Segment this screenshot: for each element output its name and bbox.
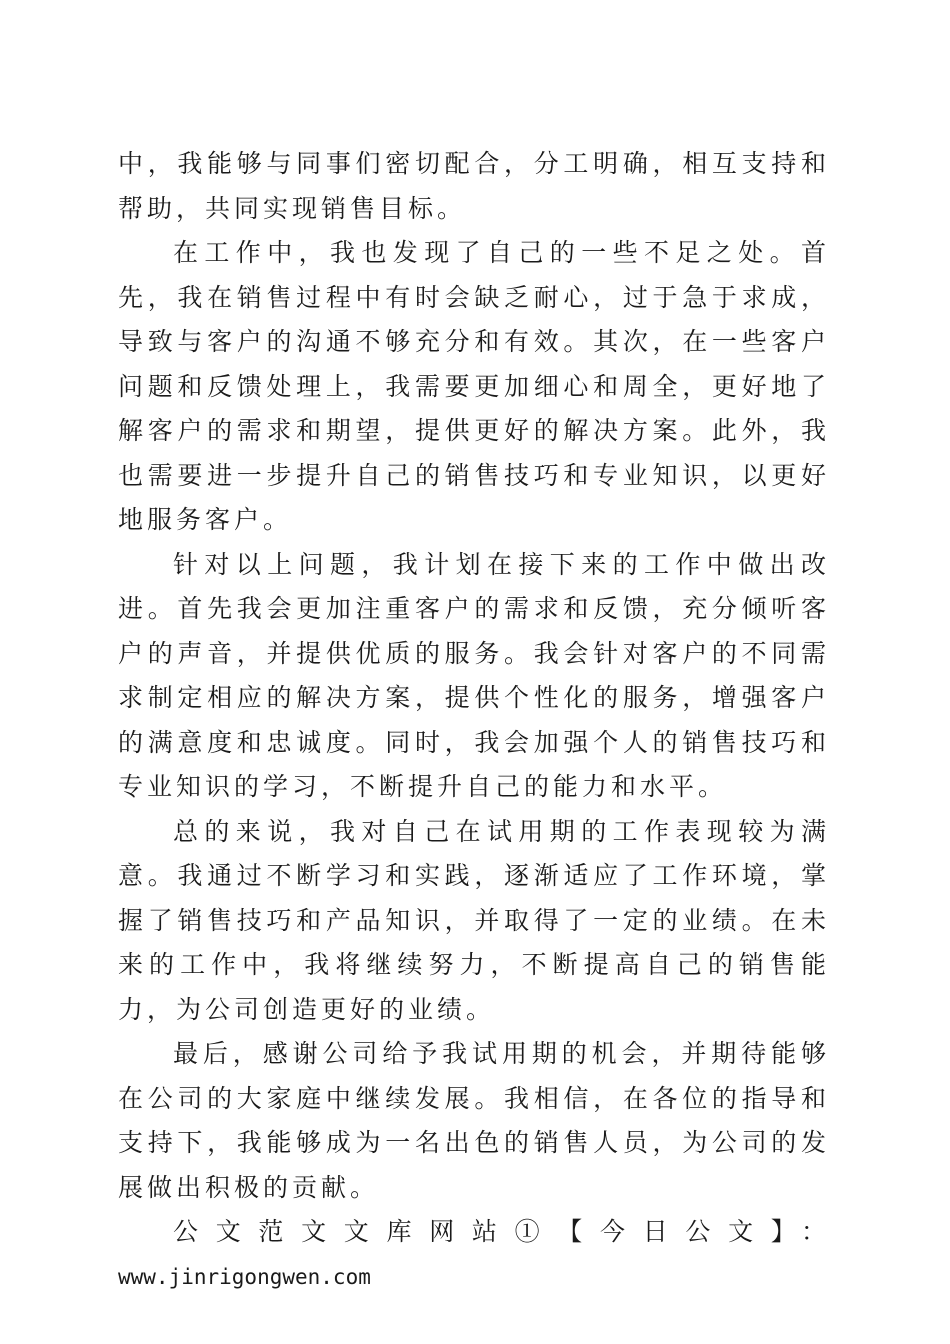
footer-url[interactable]: www.jinrigongwen.com (118, 1264, 371, 1289)
paragraph-closing: 最后，感谢公司给予我试用期的机会，并期待能够在公司的大家庭中继续发展。我相信，在各位的指导和支持下，我能够成为一名出色的销售人员，为公司的发展做出积极的贡献。 (118, 1039, 830, 1202)
paragraph-summary: 总的来说，我对自己在试用期的工作表现较为满意。我通过不断学习和实践，逐渐适应了工作环境，掌握了销售技巧和产品知识，并取得了一定的业绩。在未来的工作中，我将继续努力，不断提高自己的销售能力，为公司创造更好的业绩。 (118, 816, 830, 1024)
paragraph-improvements: 针对以上问题，我计划在接下来的工作中做出改进。首先我会更加注重客户的需求和反馈，充分倾听客户的声音，并提供优质的服务。我会针对客户的不同需求制定相应的解决方案，提供个性化的服务，增强客户的满意度和忠诚度。同时，我会加强个人的销售技巧和专业知识的学习，不断提升自己的能力和水平。 (118, 549, 830, 801)
document-body (118, 142, 830, 1299)
paragraph-continuation: 中，我能够与同事们密切配合，分工明确，相互支持和帮助，共同实现销售目标。 (118, 149, 830, 223)
footer-label: 公文范文文库网站①【今日公文】： (173, 1217, 830, 1246)
paragraph-shortcomings: 在工作中，我也发现了自己的一些不足之处。首先，我在销售过程中有时会缺乏耐心，过于急于求成，导致与客户的沟通不够充分和有效。其次，在一些客户问题和反馈处理上，我需要更加细心和周全，更好地了解客户的需求和期望，提供更好的解决方案。此外，我也需要进一步提升自己的销售技巧和专业知识，以更好地服务客户。 (118, 238, 830, 534)
